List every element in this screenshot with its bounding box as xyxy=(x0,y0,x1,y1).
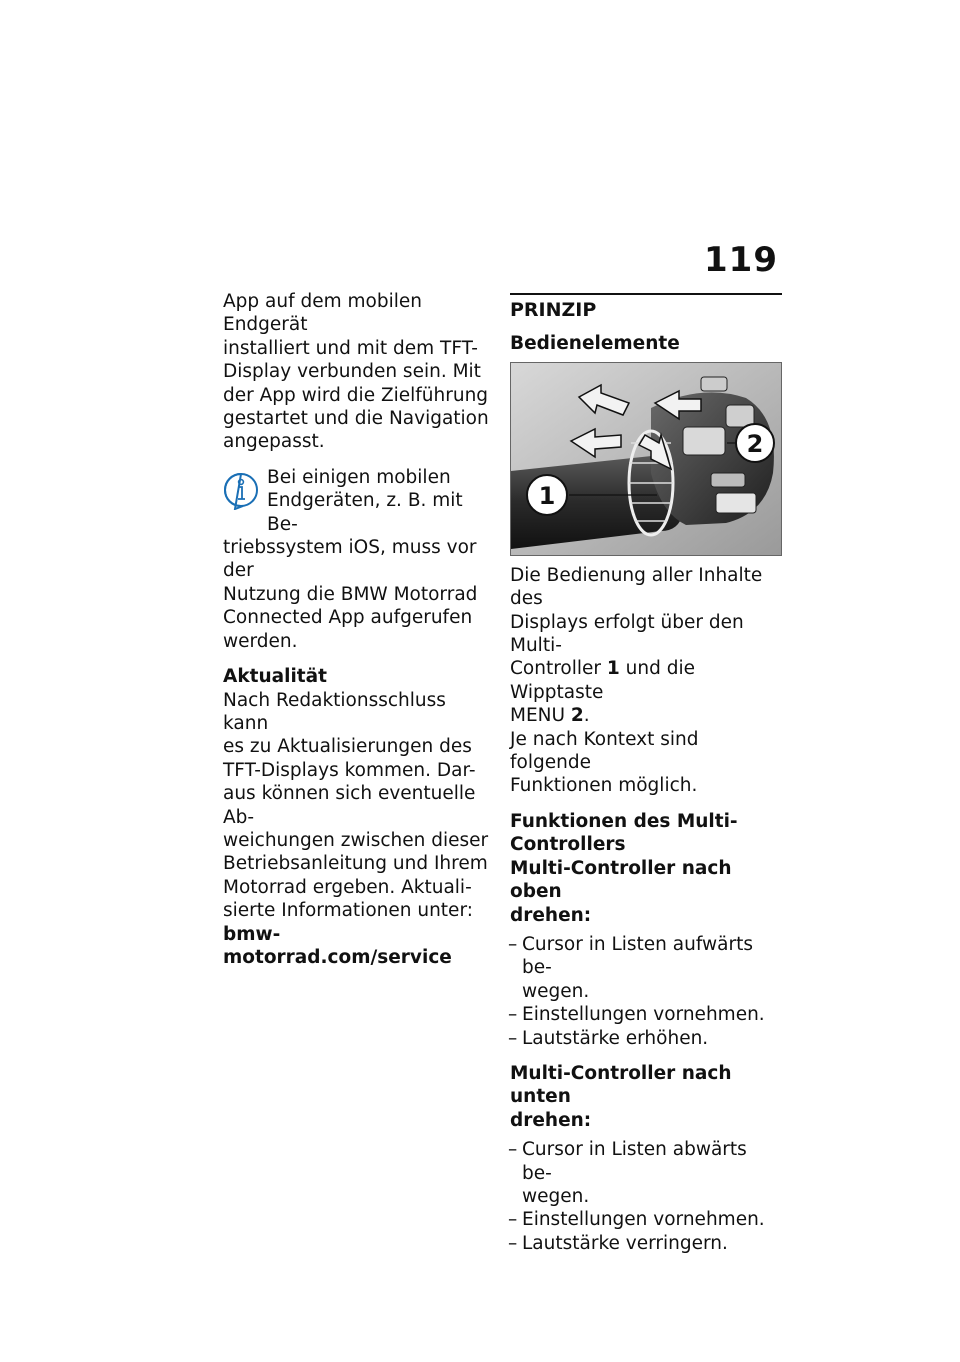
text-fragment: . xyxy=(583,705,590,727)
text-line: Controllers xyxy=(510,834,626,856)
text-line: TFT-Displays kommen. Dar- xyxy=(223,759,476,781)
text-line: es zu Aktualisierungen des xyxy=(223,736,472,758)
text-line: Multi-Controller nach unten xyxy=(510,1062,732,1108)
list-item-text: wegen. xyxy=(522,1185,590,1207)
text-fragment: MENU xyxy=(510,705,571,727)
functions-heading xyxy=(510,810,782,927)
figure-label-2: 2 xyxy=(746,429,764,458)
left-column xyxy=(223,290,489,969)
text-line: Die Bedienung aller Inhalte des xyxy=(510,564,763,610)
list-item: – Lautstärke verringern. xyxy=(510,1232,782,1255)
text-line: sierte Informationen unter: xyxy=(223,900,473,922)
text-line: Connected App aufgerufen xyxy=(223,607,473,629)
text-line: der App wird die Zielführung xyxy=(223,384,489,406)
list-item xyxy=(510,933,782,1003)
text-line: Display verbunden sein. Mit xyxy=(223,361,481,383)
text-line: drehen: xyxy=(510,904,592,926)
down-actions-list xyxy=(510,1138,782,1255)
up-actions-list xyxy=(510,933,782,1050)
text-line: angepasst. xyxy=(223,431,325,453)
page-number: 119 xyxy=(704,240,778,280)
update-heading: Aktualität xyxy=(223,666,327,688)
text-line-with-ref xyxy=(510,704,782,727)
info-icon xyxy=(223,472,259,510)
text-line: Je nach Kontext sind folgende xyxy=(510,728,699,774)
figure-label-1: 1 xyxy=(538,481,556,510)
list-item: – Lautstärke erhöhen. xyxy=(510,1027,782,1050)
info-note xyxy=(223,466,489,653)
text-line: Multi-Controller nach oben xyxy=(510,857,732,903)
text-fragment: und die Wipptaste xyxy=(510,658,695,703)
controls-figure xyxy=(510,362,782,556)
ref-number: 1 xyxy=(606,658,620,680)
text-fragment: Controller xyxy=(510,658,607,680)
list-item-text: wegen. xyxy=(522,980,590,1002)
text-line: Nach Redaktionsschluss kann xyxy=(223,689,446,734)
text-line: installiert und mit dem TFT- xyxy=(223,337,478,359)
right-column xyxy=(510,293,782,1267)
sub-heading: Bedienelemente xyxy=(510,333,680,355)
ref-number: 2 xyxy=(570,705,584,727)
text-line: weichungen zwischen dieser xyxy=(223,829,489,851)
text-line: gestartet und die Navigation xyxy=(223,408,489,430)
list-item-text: Cursor in Listen aufwärts be- xyxy=(522,933,753,979)
description-paragraph xyxy=(510,564,782,798)
text-line: werden. xyxy=(223,630,298,652)
text-line: Funktionen möglich. xyxy=(510,775,698,797)
text-line: Nutzung die BMW Motorrad xyxy=(223,583,478,605)
text-line: aus können sich eventuelle Ab- xyxy=(223,783,476,828)
text-line: Betriebsanleitung und Ihrem xyxy=(223,853,488,875)
text-line: Endgeräten, z. B. mit Be- xyxy=(267,490,463,535)
text-line: Displays erfolgt über den Multi- xyxy=(510,611,744,657)
handlebar-illustration xyxy=(511,363,781,555)
text-line: triebssystem iOS, muss vor der xyxy=(223,537,477,582)
list-item xyxy=(510,1138,782,1208)
section-heading: PRINZIP xyxy=(510,293,782,322)
text-line: Funktionen des Multi- xyxy=(510,810,738,832)
text-line: Bei einigen mobilen xyxy=(267,466,451,488)
list-item: – Einstellungen vornehmen. xyxy=(510,1003,782,1026)
update-section xyxy=(223,665,489,969)
down-heading xyxy=(510,1062,782,1132)
text-line: drehen: xyxy=(510,1109,592,1131)
list-item-text: Cursor in Listen abwärts be- xyxy=(522,1139,747,1184)
intro-paragraph xyxy=(223,290,489,454)
list-item: – Einstellungen vornehmen. xyxy=(510,1208,782,1231)
service-url[interactable]: bmw-motorrad.com/service xyxy=(223,923,452,968)
text-line-with-ref xyxy=(510,657,782,704)
text-line: Motorrad ergeben. Aktuali- xyxy=(223,876,472,898)
text-line: App auf dem mobilen Endgerät xyxy=(223,291,422,336)
